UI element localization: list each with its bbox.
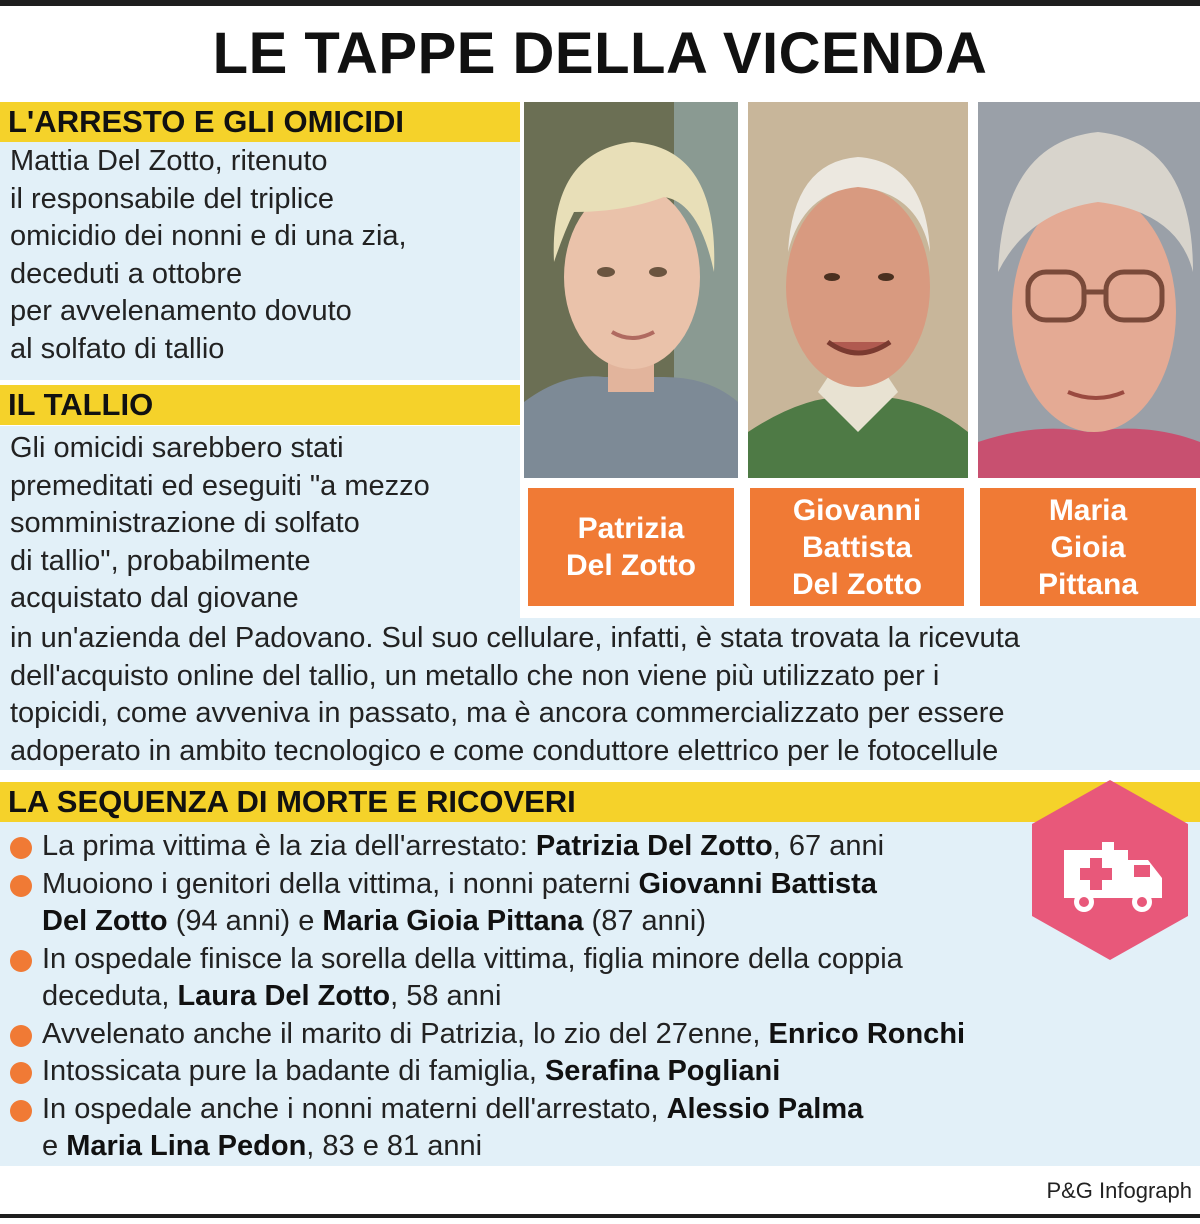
arresto-line: per avvelenamento dovuto xyxy=(10,295,352,327)
arresto-text xyxy=(10,143,520,368)
victim-name-line: Pittana xyxy=(1037,567,1139,601)
person-name: Laura Del Zotto xyxy=(177,980,391,1012)
tallio-line: premeditati ed eseguiti "a mezzo xyxy=(10,469,430,502)
sequenza-item-line: Muoiono i genitori della vittima, i nonni paterni Giovanni Battista xyxy=(42,867,877,900)
sequenza-item-line: In ospedale anche i nonni materni dell'arrestato, Alessio Palma xyxy=(42,1092,864,1125)
sequenza-item-line: La prima vittima è la zia dell'arrestato: Patrizia Del Zotto, 67 anni xyxy=(42,830,885,862)
victim-name-giovanni xyxy=(750,488,964,606)
sequenza-item-line: Avvelenato anche il marito di Patrizia, lo zio del 27enne, Enrico Ronchi xyxy=(42,1017,966,1050)
photo-maria-gioia xyxy=(978,102,1200,478)
victim-name-line: Maria xyxy=(1048,493,1128,527)
sequenza-item-line: Del Zotto (94 anni) e Maria Gioia Pittana (87 anni) xyxy=(42,905,707,937)
tallio-heading: IL TALLIO xyxy=(0,385,520,425)
person-name: Alessio Palma xyxy=(666,1092,864,1125)
arresto-line: Mattia Del Zotto, ritenuto xyxy=(10,145,328,177)
portrait-elderly-man-icon xyxy=(748,102,968,478)
bullet-dot-icon xyxy=(10,875,32,897)
credit: P&G Infograph xyxy=(1046,1178,1192,1203)
tallio-line: acquistato dal giovane xyxy=(10,582,299,614)
page-title: LE TAPPE DELLA VICENDA xyxy=(212,21,988,86)
victim-name-patrizia xyxy=(528,488,734,606)
tallio-text xyxy=(10,430,520,618)
victim-name-line: Del Zotto xyxy=(566,549,696,582)
person-name: Giovanni Battista xyxy=(638,867,877,900)
sequenza-item-line: deceduta, Laura Del Zotto, 58 anni xyxy=(42,980,502,1012)
tallio-text-continued xyxy=(10,620,1190,770)
tallio-rest-line: in un'azienda del Padovano. Sul suo cellulare, infatti, è stata trovata la ricevuta xyxy=(10,622,1020,654)
sequenza-item-line: Intossicata pure la badante di famiglia, Serafina Pogliani xyxy=(42,1055,781,1087)
sequenza-item-line: In ospedale finisce la sorella della vittima, figlia minore della coppia xyxy=(42,942,903,975)
portrait-elderly-woman-glasses-icon xyxy=(978,102,1200,478)
bottom-rule xyxy=(0,1214,1200,1218)
bullet-dot-icon xyxy=(10,1100,32,1122)
tallio-line: somministrazione di solfato xyxy=(10,507,360,539)
sequenza-item-line: e Maria Lina Pedon, 83 e 81 anni xyxy=(42,1130,483,1162)
tallio-rest-line: dell'acquisto online del tallio, un metallo che non viene più utilizzato per i xyxy=(10,659,940,692)
victim-name-maria-gioia xyxy=(980,488,1196,606)
photo-giovanni xyxy=(748,102,968,478)
person-name: Patrizia Del Zotto xyxy=(535,830,773,862)
photo-patrizia xyxy=(524,102,738,478)
arresto-line: al solfato di tallio xyxy=(10,332,225,365)
victim-name-line: Giovanni xyxy=(792,493,922,527)
tallio-rest-line: adoperato in ambito tecnologico e come conduttore elettrico per le fotocellule xyxy=(10,734,999,767)
arresto-line: il responsabile del triplice xyxy=(10,182,334,215)
sequenza-item xyxy=(0,1016,1200,1054)
sequenza-item xyxy=(0,1053,1200,1091)
bullet-dot-icon xyxy=(10,837,32,859)
sequenza-item xyxy=(0,1091,1200,1166)
tallio-line: Gli omicidi sarebbero stati xyxy=(10,432,344,464)
sequenza-item xyxy=(0,828,1200,866)
tallio-rest-line: topicidi, come avveniva in passato, ma è ancora commercializzato per essere xyxy=(10,697,1005,729)
person-name: Serafina Pogliani xyxy=(544,1055,781,1087)
portrait-woman-blonde-icon xyxy=(524,102,738,478)
top-rule xyxy=(0,0,1200,6)
person-name: Maria Lina Pedon xyxy=(66,1130,307,1162)
arresto-line: deceduti a ottobre xyxy=(10,257,243,290)
bullet-dot-icon xyxy=(10,950,32,972)
victim-name-line: Gioia xyxy=(1050,530,1126,564)
bullet-dot-icon xyxy=(10,1025,32,1047)
bullet-dot-icon xyxy=(10,1062,32,1084)
person-name: Del Zotto xyxy=(42,905,168,937)
arresto-heading: L'ARRESTO E GLI OMICIDI xyxy=(0,102,520,142)
tallio-line: di tallio", probabilmente xyxy=(10,544,311,577)
sequenza-item xyxy=(0,941,1200,1016)
sequenza-item xyxy=(0,866,1200,941)
victim-name-line: Patrizia xyxy=(577,512,685,545)
sequenza-heading: LA SEQUENZA DI MORTE E RICOVERI xyxy=(0,782,1200,822)
person-name: Enrico Ronchi xyxy=(768,1017,966,1050)
person-name: Maria Gioia Pittana xyxy=(322,905,584,937)
victim-name-line: Battista xyxy=(801,530,912,564)
arresto-line: omicidio dei nonni e di una zia, xyxy=(10,220,407,252)
sequenza-list xyxy=(0,828,1200,1166)
victim-name-line: Del Zotto xyxy=(792,567,922,601)
